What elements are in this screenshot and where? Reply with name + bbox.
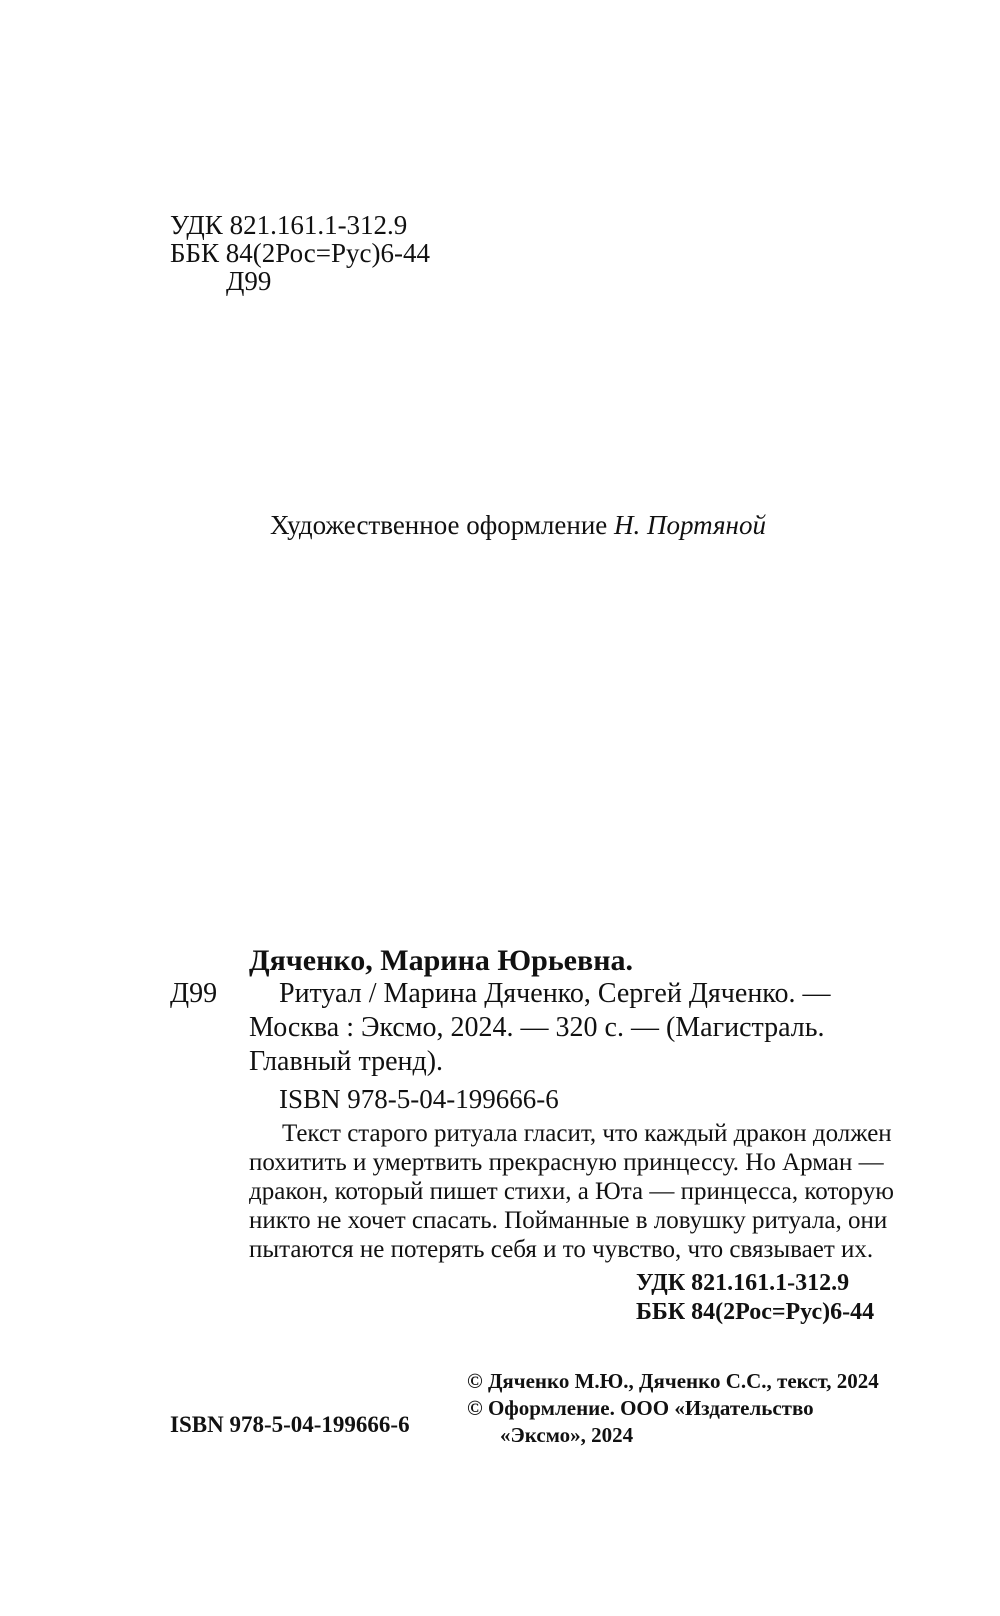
bib-line-3: Главный тренд).	[249, 1046, 444, 1077]
bottom-isbn: ISBN 978-5-04-199666-6	[170, 1412, 410, 1437]
annotation-line: никто не хочет спасать. Пойманные в ловушку ритуала, они	[249, 1207, 888, 1234]
copyright-line: «Эксмо», 2024	[500, 1423, 634, 1447]
annotation-line: дракон, который пишет стихи, а Юта — принцесса, которую	[249, 1178, 894, 1205]
bib-author-mark: Д99	[170, 978, 218, 1009]
annotation-line: пытаются не потерять себя и то чувство, что связывает их.	[249, 1236, 874, 1263]
copyright-line: © Оформление. ООО «Издательство	[467, 1396, 814, 1420]
art-credit-name: Н. Портяной	[614, 510, 766, 540]
top-author-mark: Д99	[226, 266, 272, 296]
copyright-line: © Дяченко М.Ю., Дяченко С.С., текст, 2024	[467, 1369, 879, 1393]
top-bbk-code: ББК 84(2Рос=Рус)6-44	[170, 238, 430, 268]
bib-author: Дяченко, Марина Юрьевна.	[249, 944, 633, 977]
bib-isbn: ISBN 978-5-04-199666-6	[279, 1084, 559, 1114]
annotation-line: Текст старого ритуала гласит, что каждый дракон должен	[282, 1120, 892, 1147]
bottom-udk-code: УДК 821.161.1-312.9	[636, 1270, 850, 1296]
top-udk-code: УДК 821.161.1-312.9	[170, 210, 408, 240]
bottom-bbk-code: ББК 84(2Рос=Рус)6-44	[636, 1299, 875, 1325]
bib-line-1: Ритуал / Марина Дяченко, Сергей Дяченко. —	[279, 978, 831, 1009]
bib-line-2: Москва : Эксмо, 2024. — 320 с. — (Магистраль.	[249, 1012, 825, 1043]
art-credit	[270, 510, 766, 541]
art-credit-label: Художественное оформление	[270, 510, 615, 540]
annotation-line: похитить и умертвить прекрасную принцессу. Но Арман —	[249, 1149, 884, 1176]
